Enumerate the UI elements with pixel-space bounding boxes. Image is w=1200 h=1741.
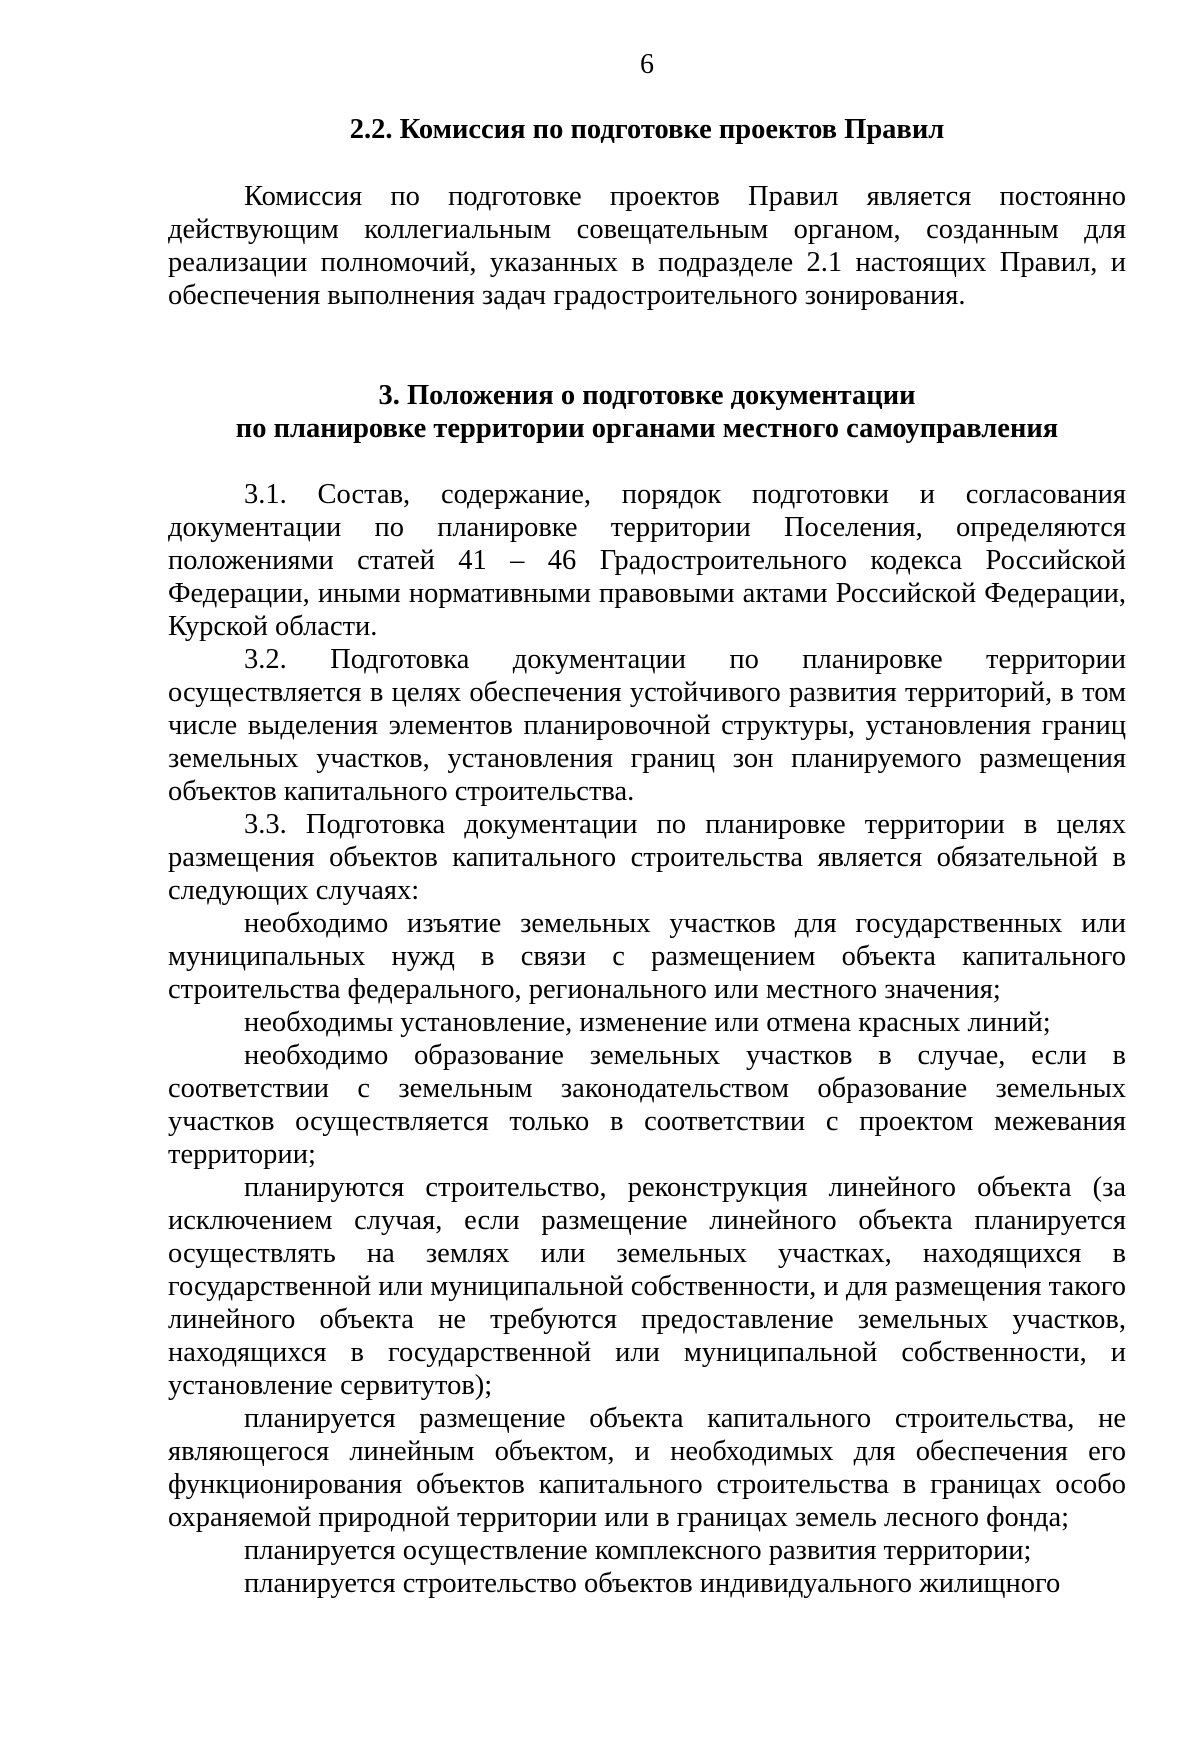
section-2-2-heading: 2.2. Комиссия по подготовке проектов Правил (349, 114, 945, 145)
section-2-2-body (168, 180, 1126, 312)
list-item: необходимо образование земельных участков в случае, если в соответствии с земельным законодательством образование земельных участков осуществляется только в соответствии с проектом межевания территории; (168, 1040, 1126, 1170)
list-item: планируется размещение объекта капитального строительства, не являющегося линейным объектом, и необходимых для обеспечения его функционирования объектов капитального строительства в границах особо охраняемой природной территории или в границах земель лесного фонда; (168, 1403, 1126, 1533)
list-item: необходимо изъятие земельных участков для государственных или муниципальных нужд в связи с размещением объекта капитального строительства федерального, регионального или местного значения; (168, 908, 1126, 1005)
paragraph: Комиссия по подготовке проектов Правил является постоянно действующим коллегиальным совещательным органом, созданным для реализации полномочий, указанных в подразделе 2.1 настоящих Правил, и обеспечения выполнения задач градостроительного зонирования. (168, 181, 1126, 311)
list-item: планируется осуществление комплексного развития территории; (244, 1535, 1032, 1566)
page-number: 6 (640, 49, 654, 80)
list-item: планируются строительство, реконструкция линейного объекта (за исключением случая, если размещение линейного объекта планируется осуществлять на землях или земельных участках, находящихся в государственной или муниципальной собственности, и для размещения такого линейного объекта не требуются предоставление земельных участков, находящихся в государственной или муниципальной собственности, и установление сервитутов); (168, 1172, 1126, 1401)
paragraph-3-2: 3.2. Подготовка документации по планировке территории осуществляется в целях обеспечения устойчивого развития территорий, в том числе выделения элементов планировочной структуры, установления границ земельных участков, установления границ зон планируемого размещения объектов капитального строительства. (168, 644, 1126, 807)
section-3-heading-line-1: 3. Положения о подготовке документации (378, 380, 916, 411)
section-3-body (168, 478, 1126, 1600)
list-item: планируется строительство объектов индивидуального жилищного (244, 1568, 1061, 1599)
paragraph-3-1: 3.1. Состав, содержание, порядок подготовки и согласования документации по планировке территории Поселения, определяются положениями статей 41 – 46 Градостроительного кодекса Российской Федерации, иными нормативными правовыми актами Российской Федерации, Курской области. (168, 479, 1126, 642)
section-3-heading-line-2: по планировке территории органами местного самоуправления (235, 413, 1059, 444)
section-3-heading (168, 379, 1126, 445)
paragraph-3-3: 3.3. Подготовка документации по планировке территории в целях размещения объектов капитального строительства является обязательной в следующих случаях: (168, 809, 1126, 906)
list-item: необходимы установление, изменение или отмена красных линий; (244, 1007, 1051, 1038)
